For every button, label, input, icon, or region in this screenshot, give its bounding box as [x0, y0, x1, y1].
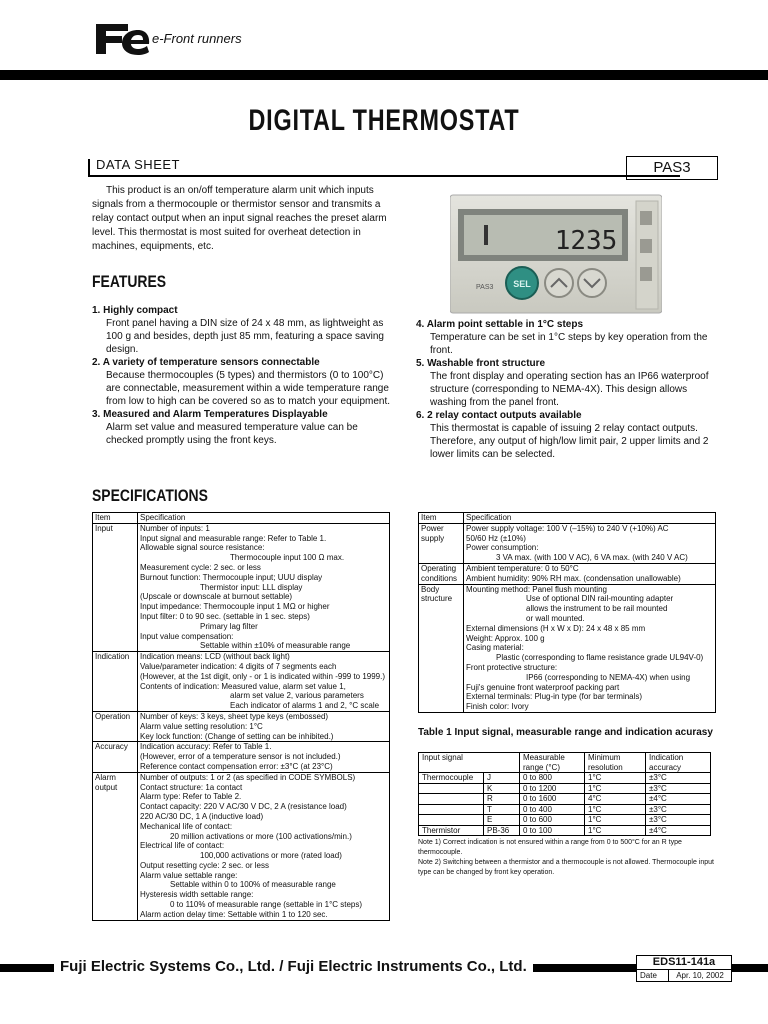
- spec-line: 100,000 activations or more (rated load): [200, 851, 342, 861]
- table1-cell: 4°C: [585, 794, 646, 805]
- feature-body: Temperature can be set in 1°C steps by key operation from the front.: [430, 332, 708, 356]
- table1-cell: 1°C: [585, 773, 646, 784]
- specifications-heading: SPECIFICATIONS: [92, 486, 208, 505]
- top-rule: [0, 70, 768, 80]
- spec-cell: [464, 584, 716, 712]
- feature-body: Alarm set value and measured temperature value can be checked promptly using the front keys.: [106, 422, 358, 446]
- feature-body: Front panel having a DIN size of 24 x 48 mm, as lightweight as 100 g and besides, depth just 85 mm, featuring a space saving design.: [106, 318, 384, 355]
- table1-cell: E: [484, 815, 520, 826]
- date-label: Date: [637, 970, 669, 981]
- table1-cell: [419, 794, 484, 805]
- table1-cell: [419, 815, 484, 826]
- spec-table-left: [92, 512, 390, 921]
- spec-line: (However, at the 1st digit, only - or 1 is indicated within -999 to 1999.): [140, 671, 386, 681]
- spec-line: Power supply voltage: 100 V (–15%) to 240 V (+10%) AC: [466, 523, 669, 533]
- spec-line: Settable within 0 to 100% of measurable range: [170, 880, 336, 890]
- spec-item: Indication: [93, 652, 138, 712]
- spec-line: External dimensions (H x W x D): 24 x 48 x 85 mm: [466, 623, 646, 633]
- spec-line: Input filter: 0 to 90 sec. (settable in 1 sec. steps): [140, 611, 310, 621]
- spec-line: (Upscale or downscale at burnout settable): [140, 592, 293, 602]
- spec-item: Accuracy: [93, 742, 138, 772]
- spec-cell: [138, 772, 390, 920]
- fuji-logo-icon: [92, 22, 150, 56]
- spec-line: allows the instrument to be rail mounted: [526, 604, 668, 614]
- product-brand: PAS3: [476, 284, 494, 291]
- table1-cell: 0 to 400: [520, 804, 585, 815]
- table1-cell: [419, 804, 484, 815]
- document-number: EDS11-141a: [637, 956, 731, 970]
- lcd-readout: 1235: [554, 226, 618, 256]
- spec-line: Indication means: LCD (without back light): [140, 652, 290, 662]
- table1: [418, 752, 711, 836]
- spec-line: Contact capacity: 220 V AC/30 V DC, 2 A (resistance load): [140, 802, 347, 812]
- table1-cell: K: [484, 783, 520, 794]
- feature-body: This thermostat is capable of issuing 2 relay contact outputs. Therefore, any output of high/low limit pair, 2 upper limits and 2 lower limits can be selected.: [430, 423, 709, 460]
- spec-line: Key lock function: (Change of setting can be inhibited.): [140, 731, 334, 741]
- spec-line: Thermistor input: LLL display: [200, 582, 303, 592]
- spec-item: Alarm output: [93, 772, 138, 920]
- spec-header-item: Item: [419, 513, 464, 524]
- spec-cell: [464, 523, 716, 563]
- spec-line: Hysteresis width settable range:: [140, 890, 254, 900]
- spec-line: Input value compensation:: [140, 631, 234, 641]
- table-row: [419, 804, 711, 815]
- table1-cell: ±4°C: [646, 825, 711, 836]
- document-id-box: [636, 955, 732, 982]
- spec-line: Alarm value setting resolution: 1°C: [140, 721, 263, 731]
- data-sheet-rule: [88, 175, 680, 177]
- spec-line: Alarm type: Refer to Table 2.: [140, 792, 242, 802]
- table1-title: Table 1 Input signal, measurable range and indication acurasy: [418, 727, 713, 738]
- feature-title: 3. Measured and Alarm Temperatures Displayable: [92, 409, 328, 420]
- feature-title: 4. Alarm point settable in 1°C steps: [416, 319, 584, 330]
- spec-item: Power supply: [419, 523, 464, 563]
- product-image: [450, 187, 662, 317]
- spec-line: 20 million activations or more (100 activations/min.): [170, 831, 352, 841]
- feature-title: 1. Highly compact: [92, 305, 178, 316]
- table1-cell: ±3°C: [646, 804, 711, 815]
- spec-cell: [138, 711, 390, 741]
- spec-line: 50/60 Hz (±10%): [466, 533, 526, 543]
- spec-line: IP66 (corresponding to NEMA-4X) when using: [526, 672, 691, 682]
- company-names: Fuji Electric Systems Co., Ltd. / Fuji Electric Instruments Co., Ltd.: [54, 958, 533, 975]
- up-key-icon: [545, 269, 573, 297]
- spec-line: Output resetting cycle: 2 sec. or less: [140, 860, 269, 870]
- spec-line: Reference contact compensation error: ±3°C (at 23°C): [140, 761, 333, 771]
- spec-line: Electrical life of contact:: [140, 841, 225, 851]
- spec-item: Operating conditions: [419, 563, 464, 584]
- feature-title: 5. Washable front structure: [416, 358, 546, 369]
- spec-line: Casing material:: [466, 643, 524, 653]
- sel-key-label: SEL: [513, 279, 531, 289]
- spec-line: Value/parameter indication: 4 digits of 7 segments each: [140, 661, 337, 671]
- spec-cell: [138, 523, 390, 651]
- table1-cell: [419, 783, 484, 794]
- spec-line: Input signal and measurable range: Refer to Table 1.: [140, 533, 327, 543]
- feature-body: The front display and operating section has an IP66 waterproof structure (corresponding to NEMA-4X). This design allows washing from the panel front.: [430, 371, 709, 408]
- table1-header: Measurable range (°C): [520, 753, 585, 773]
- spec-header-spec: Specification: [138, 513, 390, 524]
- spec-line: Finish color: Ivory: [466, 702, 529, 712]
- intro-paragraph: This product is an on/off temperature alarm unit which inputs signals from a thermocouple or thermistor sensor and transmits a relay contact output when an input signal reaches the preset alarm level. This thermostat is most suited for overheat detection in machines, equipments, etc.: [92, 185, 387, 252]
- table1-cell: 1°C: [585, 825, 646, 836]
- spec-line: Allowable signal source resistance:: [140, 543, 265, 553]
- spec-header-spec: Specification: [464, 513, 716, 524]
- table1-cell: PB-36: [484, 825, 520, 836]
- table-row: [419, 773, 711, 784]
- spec-line: Fuji's genuine front waterproof packing part: [466, 682, 620, 692]
- data-sheet-tick: [88, 159, 90, 175]
- tagline: e-Front runners: [152, 31, 242, 46]
- table1-cell: 0 to 100: [520, 825, 585, 836]
- feature-title: 2. A variety of temperature sensors connectable: [92, 357, 320, 368]
- note: Note 2) Switching between a thermistor and a thermocouple is not allowed. Thermocouple input type can be changed by front key operation.: [418, 859, 714, 876]
- features-heading: FEATURES: [92, 272, 167, 291]
- table1-header: Input signal: [419, 753, 520, 773]
- table1-cell: 1°C: [585, 804, 646, 815]
- feature-body: Because thermocouples (5 types) and thermistors (0 to 100°C) are connectable, measurement within a wide temperature range from low to high can be covered so as to match your equipment.: [106, 370, 391, 407]
- spec-line: Thermocouple input 100 Ω max.: [230, 553, 345, 563]
- spec-line: Number of outputs: 1 or 2 (as specified in CODE SYMBOLS): [140, 772, 356, 782]
- spec-line: 3 VA max. (with 100 V AC), 6 VA max. (with 240 V AC): [496, 553, 688, 563]
- spec-item: Operation: [93, 711, 138, 741]
- table1-cell: ±3°C: [646, 815, 711, 826]
- spec-line: Plastic (corresponding to flame resistance grade UL94V-0): [496, 653, 704, 663]
- spec-line: Mechanical life of contact:: [140, 821, 233, 831]
- spec-cell: [138, 652, 390, 712]
- spec-item: Body structure: [419, 584, 464, 712]
- data-sheet-bar: [88, 157, 680, 175]
- spec-line: Weight: Approx. 100 g: [466, 633, 545, 643]
- table1-cell: J: [484, 773, 520, 784]
- table-row: [419, 815, 711, 826]
- spec-line: Contact structure: 1a contact: [140, 782, 243, 792]
- spec-line: Front protective structure:: [466, 662, 558, 672]
- spec-line: 220 AC/30 DC, 1 A (inductive load): [140, 811, 264, 821]
- spec-line: alarm set value 2, various parameters: [230, 691, 364, 701]
- table1-notes: [418, 838, 728, 878]
- table1-cell: R: [484, 794, 520, 805]
- spec-line: Alarm action delay time: Settable within 1 to 120 sec.: [140, 909, 328, 919]
- table1-cell: 1°C: [585, 815, 646, 826]
- table1-cell: 0 to 1600: [520, 794, 585, 805]
- spec-line: (However, error of a temperature sensor is not included.): [140, 752, 341, 762]
- table1-cell: T: [484, 804, 520, 815]
- spec-line: Ambient temperature: 0 to 50°C: [466, 563, 579, 573]
- spec-line: Burnout function: Thermocouple input; UUU display: [140, 572, 323, 582]
- table-row: [419, 783, 711, 794]
- table1-cell: ±3°C: [646, 773, 711, 784]
- spec-line: Mounting method: Panel flush mounting: [466, 584, 607, 594]
- spec-line: Indication accuracy: Refer to Table 1.: [140, 742, 272, 752]
- spec-line: Settable within ±10% of measurable range: [200, 641, 351, 651]
- table1-cell: ±4°C: [646, 794, 711, 805]
- table1-cell: 0 to 600: [520, 815, 585, 826]
- spec-line: Alarm value settable range:: [140, 870, 238, 880]
- spec-line: Contents of indication: Measured value, alarm set value 1,: [140, 681, 346, 691]
- spec-line: Number of keys: 3 keys, sheet type keys (embossed): [140, 711, 329, 721]
- table1-cell: 0 to 1200: [520, 783, 585, 794]
- spec-line: Measurement cycle: 2 sec. or less: [140, 562, 261, 572]
- data-sheet-label: DATA SHEET: [96, 157, 180, 172]
- spec-line: External terminals: Plug-in type (for bar terminals): [466, 692, 643, 702]
- table1-cell: Thermistor: [419, 825, 484, 836]
- features-right-column: [416, 318, 716, 461]
- feature-title: 6. 2 relay contact outputs available: [416, 410, 582, 421]
- spec-line: Each indicator of alarms 1 and 2, °C scale: [230, 701, 380, 711]
- down-key-icon: [578, 269, 606, 297]
- features-left-column: [92, 304, 392, 447]
- spec-table-right: [418, 512, 716, 713]
- part-number-badge: PAS3: [626, 156, 718, 180]
- spec-line: Ambient humidity: 90% RH max. (condensation unallowable): [466, 573, 681, 583]
- page-title: DIGITAL THERMOSTAT: [248, 104, 520, 137]
- date-value: Apr. 10, 2002: [676, 971, 724, 980]
- spec-line: Power consumption:: [466, 543, 539, 553]
- spec-line: Number of inputs: 1: [140, 523, 210, 533]
- table1-header: Indication accuracy: [646, 753, 711, 773]
- spec-cell: [138, 742, 390, 772]
- table1-header: Minimum resolution: [585, 753, 646, 773]
- table-row: [419, 794, 711, 805]
- spec-line: Input impedance: Thermocouple input 1 MΩ or higher: [140, 602, 330, 612]
- spec-line: Primary lag filter: [200, 621, 258, 631]
- spec-line: Use of optional DIN rail-mounting adapter: [526, 594, 674, 604]
- table-row: [419, 825, 711, 836]
- spec-cell: [464, 563, 716, 584]
- table1-cell: 0 to 800: [520, 773, 585, 784]
- note: Note 1) Correct indication is not ensured within a range from 0 to 500°C for an R type thermocouple.: [418, 839, 682, 856]
- spec-header-item: Item: [93, 513, 138, 524]
- table1-cell: 1°C: [585, 783, 646, 794]
- spec-item: Input: [93, 523, 138, 651]
- spec-line: 0 to 110% of measurable range (settable in 1°C steps): [170, 900, 363, 910]
- spec-line: or wall mounted.: [526, 613, 585, 623]
- table1-cell: ±3°C: [646, 783, 711, 794]
- table1-cell: Thermocouple: [419, 773, 484, 784]
